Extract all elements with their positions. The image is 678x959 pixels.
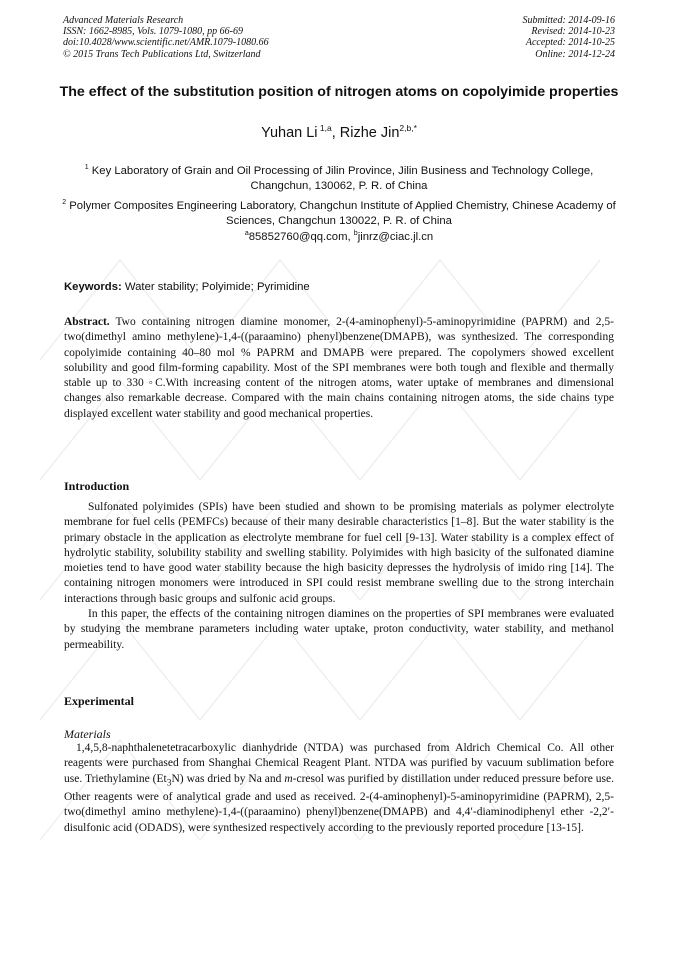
email-b-mark: b (353, 230, 358, 237)
journal-header-left (63, 15, 269, 60)
introduction-paragraph-2: In this paper, the effects of the containing nitrogen diamines on the properties of SPI membranes were evaluated by studying the membrane parameters including water uptake, proton conductivity, water stability, and methanol permeability. (64, 608, 614, 651)
email-a-mark: a (244, 230, 249, 237)
materials-text-part-3: -cresol was purified by distillation under reduced pressure before use. Other reagents were of analytical grade and used as received. 2-(4-aminophenyl)-5-aminopyrimidine (PAPRM), 2,5-two(dimethyl amino methylene)-1,4-((paraamino) phenyl)benzene(DMAPB) and 4,4′-diaminodiphenyl ether -2,2′-disulfonic acid (ODADS), were synthesized respectively according to the previously reported procedure [13-15]. (64, 772, 614, 834)
materials-subheading: Materials (64, 727, 111, 741)
author-2-name: Rizhe Jin (339, 124, 400, 141)
author-2-affiliation-mark: 2,b,* (399, 123, 417, 133)
email-a[interactable]: 85852760@qq.com, (248, 230, 354, 243)
abstract-label: Abstract. (64, 316, 110, 328)
affiliation-1-text: Key Laboratory of Grain and Oil Processing of Jilin Province, Jilin Business and Technology College, Changchun, 130062, P. R. of China (88, 164, 594, 192)
materials-text-part-1: 1,4,5,8-naphthalenetetracarboxylic dianhydride (NTDA) was purchased from Aldrich Chemical Co. All other reagents were purchased from Shanghai Chemical Reagent Plant. NTDA was purified by vacuum sublimation before use. Triethylamine (Et (64, 742, 614, 785)
author-emails (0, 230, 678, 243)
keywords-line (64, 281, 310, 293)
keywords-label: Keywords: (64, 281, 122, 293)
experimental-body (64, 741, 614, 836)
author-separator: , (331, 124, 340, 141)
submitted-date: Submitted: 2014-09-16 (522, 15, 615, 26)
affiliation-1 (60, 160, 618, 194)
paper-title: The effect of the substitution position of nitrogen atoms on copolyimide properties (59, 84, 619, 100)
experimental-heading: Experimental (64, 694, 134, 708)
author-1-affiliation-mark: 1,a (317, 123, 332, 133)
email-b[interactable]: jinrz@ciac.jl.cn (357, 230, 434, 243)
journal-header-right (523, 15, 616, 60)
triethylamine-subscript: 3 (166, 776, 172, 788)
copyright-line: © 2015 Trans Tech Publications Ltd, Switzerland (63, 48, 261, 60)
materials-text-part-2: N) was dried by Na and (171, 772, 285, 785)
revised-date: Revised: 2014-10-23 (531, 26, 615, 38)
introduction-heading: Introduction (64, 479, 130, 493)
accepted-date: Accepted: 2014-10-25 (525, 37, 615, 49)
introduction-paragraph-1: Sulfonated polyimides (SPIs) have been studied and shown to be promising materials as polymer electrolyte membrane for fuel cells (PEMFCs) because of their many desirable characteristics [1–8]. But the water stability is the primary obstacle in the application as electrolyte membrane for fuel cell [9-13]. Water stability is a complex effect of hydrolytic stability, solubility stability and swelling stability. Polyimides with high basicity of the sulfonated diamine moieties tend to have good water stability because the high basicity depresses the hydrolysis of imido ring [14]. The containing nitrogen monomers were introduced in SPI could resist membrane swelling due to the strong interchain interactions through basic groups and sulfonic acid groups. (64, 501, 614, 605)
issn-line: ISSN: 1662-8985, Vols. 1079-1080, pp 66-69 (63, 26, 243, 38)
journal-name: Advanced Materials Research (63, 15, 184, 26)
author-list (0, 123, 678, 141)
introduction-body (64, 500, 614, 653)
author-1-name: Yuhan Li (261, 124, 318, 141)
affiliation-2 (60, 195, 618, 229)
abstract-text: Two containing nitrogen diamine monomer, 2-(4-aminophenyl)-5-aminopyrimidine (PAPRM) and 2,5-two(dimethyl amino methylene)-1,4-((paraamino) phenyl)benzene(DMAPB), was synthesized. The corresponding copolyimide containing 40–80 mol % PAPRM and DMAPB were prepared. The copolymers showed excellent solubility and good film-forming capability. Most of the SPI membranes were both tough and flexible and thermally stable up to 330 ◦C.With increasing content of the nitrogen atoms, water uptake of membranes and dimensional changes also remarkable decrease. Compared with the main chains containing nitrogen atoms, the side chains type displayed excellent water stability and good mechanical properties. (64, 316, 614, 420)
affiliation-1-mark: 1 (84, 164, 89, 171)
abstract-paragraph (64, 315, 614, 422)
meta-prefix-italic: m (284, 772, 293, 785)
affiliation-2-text: Polymer Composites Engineering Laboratory, Changchun Institute of Applied Chemistry, Chinese Academy of Sciences, Changchun 130022, P. R. of China (66, 199, 616, 227)
affiliation-2-mark: 2 (62, 199, 67, 206)
doi-line: doi:10.4028/www.scientific.net/AMR.1079-1080.66 (63, 37, 269, 49)
online-date: Online: 2014-12-24 (535, 48, 615, 60)
keywords-text: Water stability; Polyimide; Pyrimidine (121, 281, 310, 293)
materials-paragraph (64, 741, 614, 836)
